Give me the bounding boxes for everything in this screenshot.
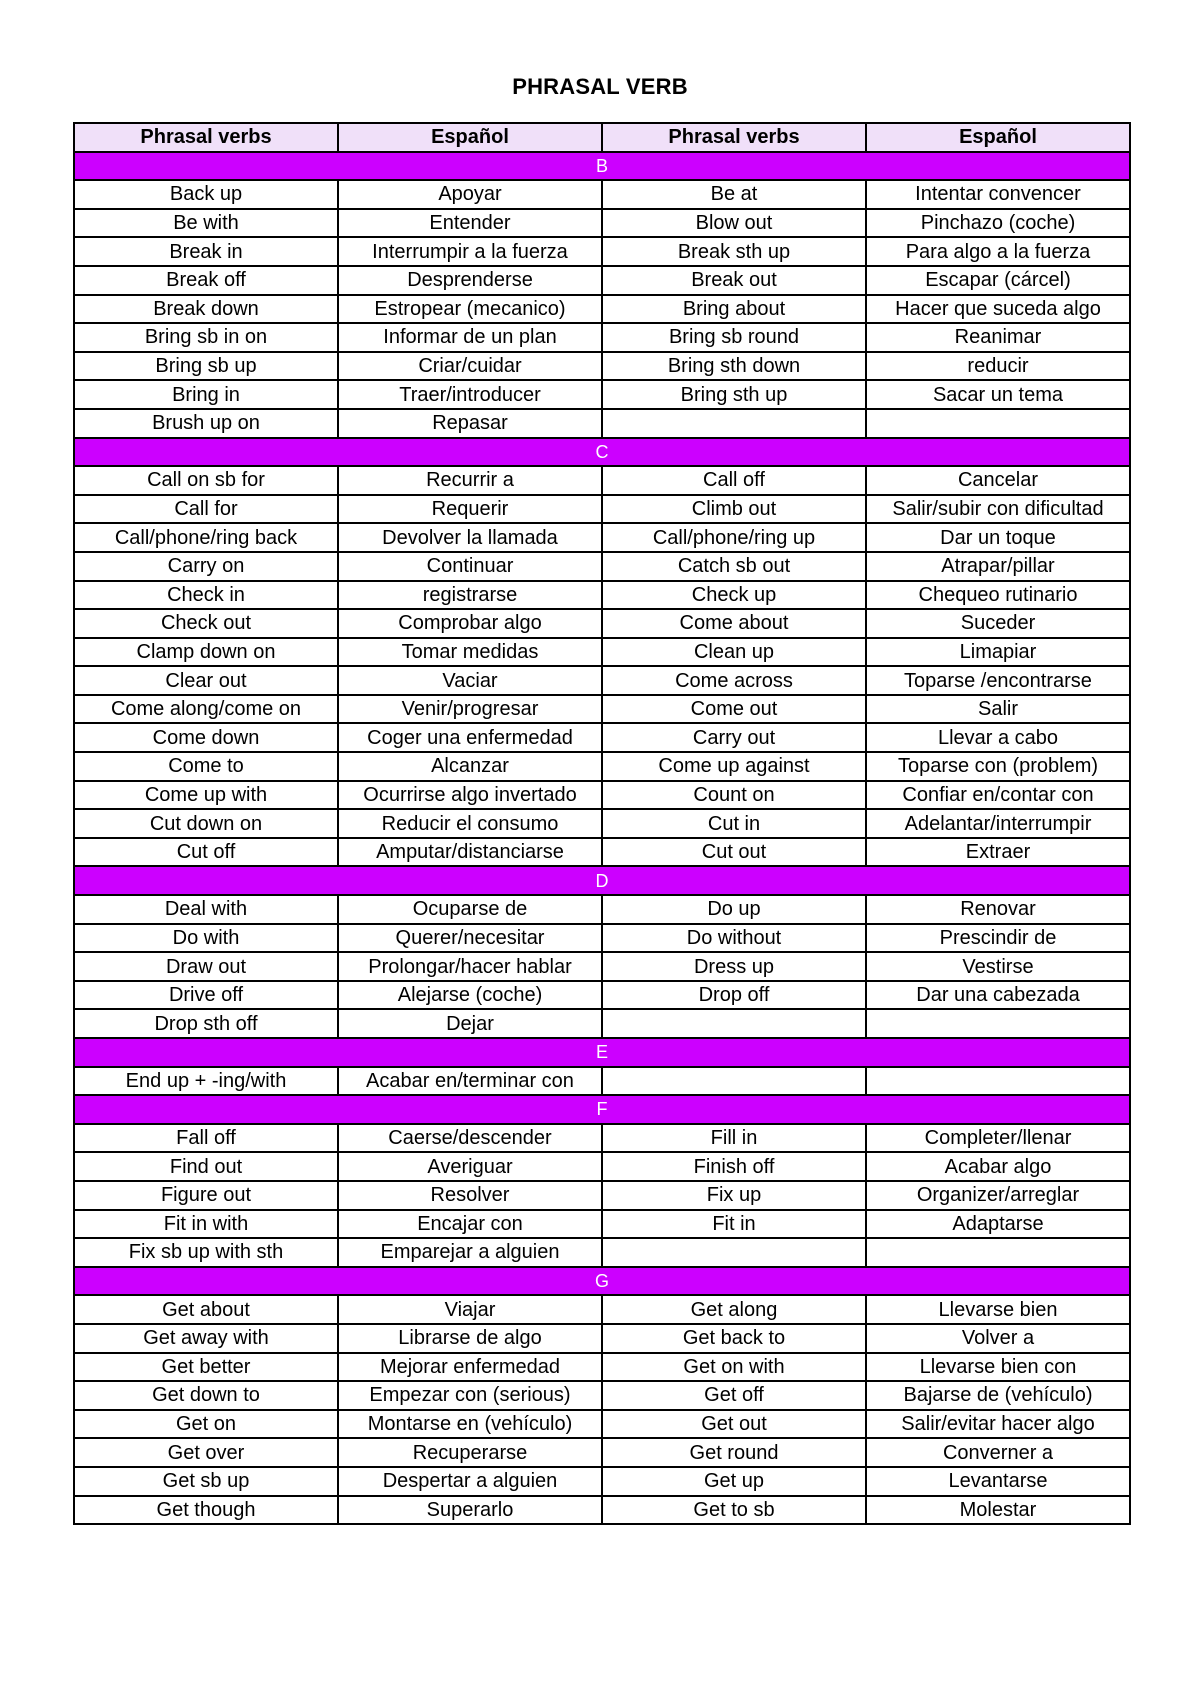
section-header-row — [74, 1095, 1130, 1124]
translation-cell: Reducir el consumo — [338, 809, 602, 838]
translation-cell: Atrapar/pillar — [866, 552, 1130, 581]
phrasal-verb-cell: Get off — [602, 1381, 866, 1410]
table-row — [74, 1124, 1130, 1153]
phrasal-verb-cell: Get on with — [602, 1353, 866, 1382]
phrasal-verb-cell: Get back to — [602, 1324, 866, 1353]
translation-cell: Sacar un tema — [866, 380, 1130, 409]
phrasal-verb-cell: Fit in — [602, 1210, 866, 1239]
phrasal-verb-cell: Get along — [602, 1295, 866, 1324]
translation-cell: Emparejar a alguien — [338, 1238, 602, 1267]
phrasal-verb-cell: Do up — [602, 895, 866, 924]
table-row — [74, 1381, 1130, 1410]
translation-cell: Acabar algo — [866, 1152, 1130, 1181]
phrasal-verb-cell: Blow out — [602, 209, 866, 238]
phrasal-verb-cell: Figure out — [74, 1181, 338, 1210]
phrasal-verb-cell: Get down to — [74, 1381, 338, 1410]
table-row — [74, 1410, 1130, 1439]
phrasal-verb-cell: Cut out — [602, 838, 866, 867]
table-row — [74, 695, 1130, 724]
phrasal-verb-cell: Come about — [602, 609, 866, 638]
table-row — [74, 924, 1130, 953]
translation-cell — [866, 1067, 1130, 1096]
phrasal-verb-cell: Get better — [74, 1353, 338, 1382]
translation-cell: Alcanzar — [338, 752, 602, 781]
phrasal-verb-cell: Fix sb up with sth — [74, 1238, 338, 1267]
phrasal-verb-cell: Get round — [602, 1438, 866, 1467]
phrasal-verb-cell: Call/phone/ring back — [74, 523, 338, 552]
section-letter: E — [74, 1038, 1130, 1067]
phrasal-verb-cell: Do with — [74, 924, 338, 953]
phrasal-verb-cell: Get away with — [74, 1324, 338, 1353]
translation-cell: Montarse en (vehículo) — [338, 1410, 602, 1439]
phrasal-verb-cell: Find out — [74, 1152, 338, 1181]
table-row — [74, 609, 1130, 638]
phrasal-verb-cell: Bring sb round — [602, 323, 866, 352]
translation-cell: Querer/necesitar — [338, 924, 602, 953]
translation-cell: Ocurrirse algo invertado — [338, 781, 602, 810]
phrasal-verb-cell: Count on — [602, 781, 866, 810]
phrasal-verb-cell: End up + -ing/with — [74, 1067, 338, 1096]
translation-cell: Empezar con (serious) — [338, 1381, 602, 1410]
translation-cell: Estropear (mecanico) — [338, 295, 602, 324]
table-row — [74, 581, 1130, 610]
translation-cell: Apoyar — [338, 180, 602, 209]
translation-cell: Converner a — [866, 1438, 1130, 1467]
translation-cell: Reanimar — [866, 323, 1130, 352]
translation-cell: Extraer — [866, 838, 1130, 867]
translation-cell: Amputar/distanciarse — [338, 838, 602, 867]
table-row — [74, 638, 1130, 667]
translation-cell: Encajar con — [338, 1210, 602, 1239]
translation-cell: Hacer que suceda algo — [866, 295, 1130, 324]
table-row — [74, 781, 1130, 810]
translation-cell: Confiar en/contar con — [866, 781, 1130, 810]
phrasal-verb-cell: Climb out — [602, 495, 866, 524]
translation-cell: Desprenderse — [338, 266, 602, 295]
section-letter: F — [74, 1095, 1130, 1124]
table-row — [74, 209, 1130, 238]
phrasal-verb-cell: Brush up on — [74, 409, 338, 438]
header-phrasal-verbs: Phrasal verbs — [602, 123, 866, 152]
table-row — [74, 1467, 1130, 1496]
phrasal-verb-cell: Bring sb in on — [74, 323, 338, 352]
translation-cell: Salir/evitar hacer algo — [866, 1410, 1130, 1439]
header-espanol: Español — [338, 123, 602, 152]
translation-cell: Molestar — [866, 1496, 1130, 1525]
translation-cell: Completer/llenar — [866, 1124, 1130, 1153]
table-row — [74, 752, 1130, 781]
translation-cell: Interrumpir a la fuerza — [338, 237, 602, 266]
phrasal-verb-cell: Clamp down on — [74, 638, 338, 667]
phrasal-verb-cell: Clean up — [602, 638, 866, 667]
section-header-row — [74, 438, 1130, 467]
translation-cell: Volver a — [866, 1324, 1130, 1353]
translation-cell: Salir/subir con dificultad — [866, 495, 1130, 524]
translation-cell: Averiguar — [338, 1152, 602, 1181]
table-row — [74, 323, 1130, 352]
translation-cell: Toparse /encontrarse — [866, 666, 1130, 695]
translation-cell: Chequeo rutinario — [866, 581, 1130, 610]
phrasal-verb-cell: Carry on — [74, 552, 338, 581]
phrasal-verb-cell — [602, 1067, 866, 1096]
phrasal-verb-cell: Check up — [602, 581, 866, 610]
translation-cell: Recurrir a — [338, 466, 602, 495]
table-row — [74, 1210, 1130, 1239]
phrasal-verb-cell: Catch sb out — [602, 552, 866, 581]
table-row — [74, 466, 1130, 495]
section-letter: B — [74, 152, 1130, 181]
table-row — [74, 1496, 1130, 1525]
translation-cell: Intentar convencer — [866, 180, 1130, 209]
translation-cell: Bajarse de (vehículo) — [866, 1381, 1130, 1410]
phrasal-verb-cell: Break off — [74, 266, 338, 295]
table-row — [74, 981, 1130, 1010]
phrasal-verb-cell: Break sth up — [602, 237, 866, 266]
table-row — [74, 266, 1130, 295]
phrasal-verb-cell — [602, 409, 866, 438]
translation-cell — [866, 1009, 1130, 1038]
phrasal-verb-cell: Fix up — [602, 1181, 866, 1210]
phrasal-verb-cell: Get to sb — [602, 1496, 866, 1525]
translation-cell: Dar una cabezada — [866, 981, 1130, 1010]
phrasal-verb-cell: Back up — [74, 180, 338, 209]
translation-cell — [866, 409, 1130, 438]
translation-cell: Superarlo — [338, 1496, 602, 1525]
translation-cell: Prescindir de — [866, 924, 1130, 953]
phrasal-verb-cell: Call on sb for — [74, 466, 338, 495]
translation-cell: Vestirse — [866, 952, 1130, 981]
section-header-row — [74, 152, 1130, 181]
phrasal-verb-cell: Call for — [74, 495, 338, 524]
phrasal-verb-cell: Come up against — [602, 752, 866, 781]
table-row — [74, 352, 1130, 381]
translation-cell: Vaciar — [338, 666, 602, 695]
translation-cell: Caerse/descender — [338, 1124, 602, 1153]
translation-cell: Adelantar/interrumpir — [866, 809, 1130, 838]
phrasal-verb-cell: Break out — [602, 266, 866, 295]
phrasal-verb-cell: Clear out — [74, 666, 338, 695]
header-espanol: Español — [866, 123, 1130, 152]
phrasal-verb-cell: Deal with — [74, 895, 338, 924]
table-row — [74, 895, 1130, 924]
phrasal-verb-table — [73, 122, 1131, 1525]
phrasal-verb-cell: Bring sb up — [74, 352, 338, 381]
table-row — [74, 380, 1130, 409]
table-row — [74, 1152, 1130, 1181]
phrasal-verb-cell: Call/phone/ring up — [602, 523, 866, 552]
phrasal-verb-cell: Drop off — [602, 981, 866, 1010]
phrasal-verb-cell: Get over — [74, 1438, 338, 1467]
table-row — [74, 409, 1130, 438]
translation-cell: Despertar a alguien — [338, 1467, 602, 1496]
translation-cell: reducir — [866, 352, 1130, 381]
translation-cell: Renovar — [866, 895, 1130, 924]
translation-cell: Criar/cuidar — [338, 352, 602, 381]
phrasal-verb-cell: Check in — [74, 581, 338, 610]
phrasal-verb-cell: Drop sth off — [74, 1009, 338, 1038]
translation-cell: Requerir — [338, 495, 602, 524]
translation-cell: Cancelar — [866, 466, 1130, 495]
translation-cell: Continuar — [338, 552, 602, 581]
translation-cell: Mejorar enfermedad — [338, 1353, 602, 1382]
translation-cell: Salir — [866, 695, 1130, 724]
phrasal-verb-cell: Dress up — [602, 952, 866, 981]
phrasal-verb-cell: Come along/come on — [74, 695, 338, 724]
phrasal-verb-cell: Get about — [74, 1295, 338, 1324]
translation-cell: Pinchazo (coche) — [866, 209, 1130, 238]
phrasal-verb-cell: Get sb up — [74, 1467, 338, 1496]
table-row — [74, 237, 1130, 266]
translation-cell: Limapiar — [866, 638, 1130, 667]
phrasal-verb-cell: Carry out — [602, 723, 866, 752]
translation-cell: Informar de un plan — [338, 323, 602, 352]
translation-cell: Acabar en/terminar con — [338, 1067, 602, 1096]
phrasal-verb-cell: Fill in — [602, 1124, 866, 1153]
translation-cell: Levantarse — [866, 1467, 1130, 1496]
section-header-row — [74, 866, 1130, 895]
phrasal-verb-cell: Bring about — [602, 295, 866, 324]
phrasal-verb-cell: Be with — [74, 209, 338, 238]
translation-cell: Toparse con (problem) — [866, 752, 1130, 781]
table-row — [74, 523, 1130, 552]
phrasal-verb-cell: Check out — [74, 609, 338, 638]
translation-cell: Tomar medidas — [338, 638, 602, 667]
table-row — [74, 952, 1130, 981]
translation-cell: registrarse — [338, 581, 602, 610]
phrasal-verb-cell: Call off — [602, 466, 866, 495]
phrasal-verb-cell: Drive off — [74, 981, 338, 1010]
table-row — [74, 1295, 1130, 1324]
table-row — [74, 1238, 1130, 1267]
translation-cell: Traer/introducer — [338, 380, 602, 409]
section-header-row — [74, 1038, 1130, 1067]
table-row — [74, 809, 1130, 838]
phrasal-verb-cell: Get up — [602, 1467, 866, 1496]
phrasal-verb-cell: Come across — [602, 666, 866, 695]
table-row — [74, 1324, 1130, 1353]
phrasal-verb-cell: Cut in — [602, 809, 866, 838]
phrasal-verb-cell: Cut off — [74, 838, 338, 867]
phrasal-verb-cell: Draw out — [74, 952, 338, 981]
section-letter: D — [74, 866, 1130, 895]
phrasal-verb-cell: Fit in with — [74, 1210, 338, 1239]
translation-cell: Para algo a la fuerza — [866, 237, 1130, 266]
translation-cell: Alejarse (coche) — [338, 981, 602, 1010]
translation-cell: Suceder — [866, 609, 1130, 638]
phrasal-verb-cell: Bring in — [74, 380, 338, 409]
phrasal-verb-cell: Get though — [74, 1496, 338, 1525]
table-body — [74, 152, 1130, 1525]
phrasal-verb-cell: Break in — [74, 237, 338, 266]
table-row — [74, 495, 1130, 524]
header-phrasal-verbs: Phrasal verbs — [74, 123, 338, 152]
phrasal-verb-cell: Finish off — [602, 1152, 866, 1181]
translation-cell: Dar un toque — [866, 523, 1130, 552]
section-header-row — [74, 1267, 1130, 1296]
table-row — [74, 723, 1130, 752]
header-row — [74, 123, 1130, 152]
translation-cell: Viajar — [338, 1295, 602, 1324]
table-row — [74, 295, 1130, 324]
table-row — [74, 838, 1130, 867]
translation-cell: Entender — [338, 209, 602, 238]
translation-cell: Resolver — [338, 1181, 602, 1210]
translation-cell: Ocuparse de — [338, 895, 602, 924]
table-row — [74, 1067, 1130, 1096]
phrasal-verb-cell: Cut down on — [74, 809, 338, 838]
phrasal-verb-cell — [602, 1009, 866, 1038]
phrasal-verb-cell: Bring sth down — [602, 352, 866, 381]
translation-cell — [866, 1238, 1130, 1267]
phrasal-verb-cell: Come down — [74, 723, 338, 752]
translation-cell: Coger una enfermedad — [338, 723, 602, 752]
section-letter: C — [74, 438, 1130, 467]
translation-cell: Llevarse bien — [866, 1295, 1130, 1324]
translation-cell: Organizer/arreglar — [866, 1181, 1130, 1210]
phrasal-verb-cell: Bring sth up — [602, 380, 866, 409]
phrasal-verb-cell: Come out — [602, 695, 866, 724]
translation-cell: Comprobar algo — [338, 609, 602, 638]
translation-cell: Dejar — [338, 1009, 602, 1038]
translation-cell: Devolver la llamada — [338, 523, 602, 552]
page-title: PHRASAL VERB — [512, 74, 688, 99]
table-row — [74, 1009, 1130, 1038]
translation-cell: Escapar (cárcel) — [866, 266, 1130, 295]
translation-cell: Recuperarse — [338, 1438, 602, 1467]
phrasal-verb-cell: Be at — [602, 180, 866, 209]
translation-cell: Prolongar/hacer hablar — [338, 952, 602, 981]
phrasal-verb-cell: Fall off — [74, 1124, 338, 1153]
phrasal-verb-cell: Come up with — [74, 781, 338, 810]
translation-cell: Repasar — [338, 409, 602, 438]
phrasal-verb-cell: Do without — [602, 924, 866, 953]
phrasal-verb-cell: Get out — [602, 1410, 866, 1439]
phrasal-verb-cell: Come to — [74, 752, 338, 781]
table-row — [74, 1438, 1130, 1467]
phrasal-verb-cell — [602, 1238, 866, 1267]
section-letter: G — [74, 1267, 1130, 1296]
table-row — [74, 1181, 1130, 1210]
translation-cell: Llevar a cabo — [866, 723, 1130, 752]
table-row — [74, 180, 1130, 209]
table-row — [74, 552, 1130, 581]
translation-cell: Llevarse bien con — [866, 1353, 1130, 1382]
phrasal-verb-cell: Break down — [74, 295, 338, 324]
table-row — [74, 1353, 1130, 1382]
table-row — [74, 666, 1130, 695]
translation-cell: Adaptarse — [866, 1210, 1130, 1239]
translation-cell: Librarse de algo — [338, 1324, 602, 1353]
translation-cell: Venir/progresar — [338, 695, 602, 724]
phrasal-verb-cell: Get on — [74, 1410, 338, 1439]
